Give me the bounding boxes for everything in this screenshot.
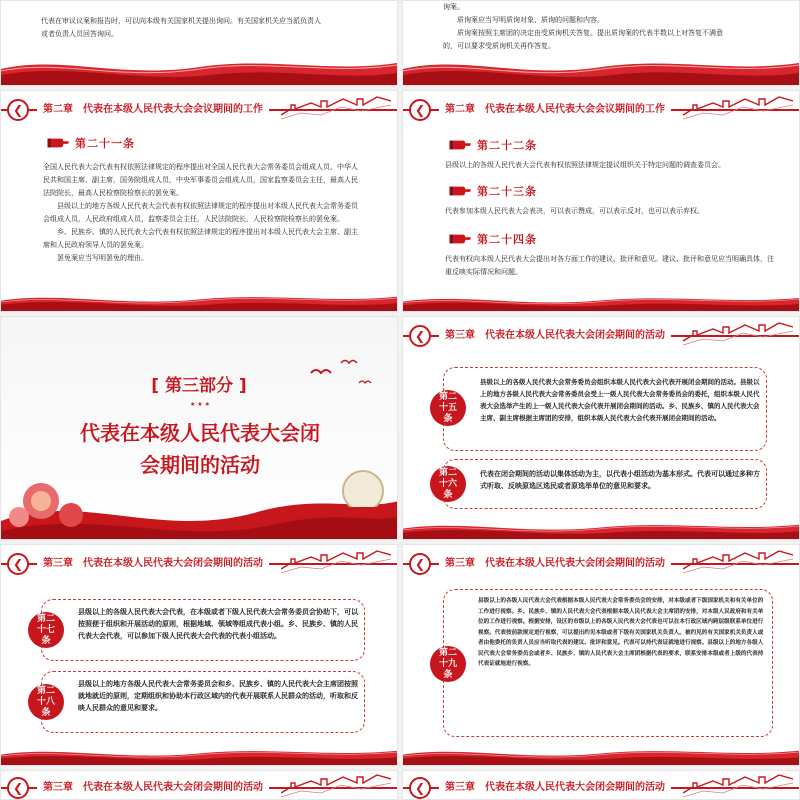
part-title-line: 会期间的活动	[140, 453, 260, 477]
slide-article-21	[0, 90, 398, 312]
badge-line: 第二	[438, 392, 457, 402]
text-line: 或者负责人员回答询问。	[41, 30, 118, 38]
article-badge	[430, 646, 466, 682]
chapter-title: 第三章 代表在本级人民代表大会闭会期间的活动	[439, 554, 671, 574]
badge-line: 第二	[438, 468, 457, 478]
red-wave-decoration	[403, 51, 799, 85]
chapter-title: 第三章 代表在本级人民代表大会闭会期间的活动	[439, 778, 671, 798]
slide-part-3-cover	[0, 316, 398, 540]
chapter-header	[403, 775, 799, 800]
chapter-title: 第三章 代表在本级人民代表大会闭会期间的活动	[37, 554, 269, 574]
great-wall-icon	[683, 91, 793, 121]
article-title: 第二十三条	[477, 185, 537, 198]
paragraph: 乡、民族乡、镇的人民代表大会代表有权依照法律规定的程序提出对本级人民代表大会主席、副主席和人民政府领导人员的罢免案。	[43, 228, 358, 249]
red-wave-decoration	[1, 289, 397, 311]
great-wall-icon	[683, 770, 793, 799]
back-arrow-icon[interactable]: ❮	[409, 325, 431, 347]
article-text: 县级以上的各级人民代表大会常务委员会组织本级人民代表大会代表开展闭会期间的活动。县级以上的地方各级人民代表大会常务委员会受上一级人民代表大会常务委员会的委托，组织本级人民代表大会选举产生的上一级人民代表大会代表开展闭会期间的活动。乡、民族乡、镇的人民代表大会主席、副主席根据主席团的安排，组织本级人民代表大会代表开展闭会期间的活动。	[480, 378, 760, 422]
article-text: 代表在闭会期间的活动以集体活动为主，以代表小组活动为基本形式。代表可以通过多种方式听取、反映原选区选民或者原选举单位的意见和要求。	[480, 470, 760, 490]
text-line: 质询案按照主席团的决定由受质询机关答复。提出质询案的代表半数以上对答复不满意	[457, 29, 723, 37]
badge-line: 十六	[438, 479, 457, 489]
back-arrow-icon[interactable]: ❮	[409, 99, 431, 121]
badge-line: 条	[443, 414, 453, 424]
badge-line: 十五	[438, 403, 457, 413]
article-card	[36, 671, 365, 733]
chapter-header	[403, 97, 799, 123]
great-wall-icon	[683, 545, 793, 575]
text-line: 代表在审议议案和报告时，可以向本级有关国家机关提出询问。有关国家机关应当派负责人	[41, 17, 321, 25]
text-line: 的，可以要求受质询机关再作答复。	[443, 42, 555, 50]
slide-bottom-left	[0, 770, 398, 800]
chapter-header	[1, 97, 397, 123]
back-arrow-icon[interactable]: ❮	[7, 777, 29, 799]
article-card	[36, 599, 365, 661]
badge-line: 第二	[36, 614, 55, 624]
article-heading	[447, 137, 537, 153]
article-body: 代表参加本级人民代表大会表决，可以表示赞成，可以表示反对，也可以表示弃权。	[445, 207, 704, 215]
back-arrow-icon[interactable]: ❮	[409, 553, 431, 575]
chapter-title: 第二章 代表在本级人民代表大会会议期间的工作	[37, 100, 269, 120]
chapter-header	[403, 551, 799, 577]
part-label: [ 第三部分 ]	[151, 376, 247, 396]
badge-line: 条	[41, 708, 51, 718]
article-text: 县级以上的地方各级人民代表大会常务委员会和乡、民族乡、镇的人民代表大会主席团按照就地就近的原则，定期组织和协助本行政区域内的代表开展联系人民群众的活动，听取和反映人民群众的意见和要求。	[78, 680, 358, 712]
article-card	[438, 459, 767, 509]
part-title-line: 代表在本级人民代表大会闭	[80, 421, 320, 445]
back-arrow-icon[interactable]: ❮	[7, 553, 29, 575]
badge-line: 十七	[36, 625, 55, 635]
slide-top-right	[402, 0, 800, 86]
badge-line: 条	[443, 490, 453, 500]
pointing-hand-icon	[447, 232, 473, 246]
slide-articles-25-26	[402, 316, 800, 540]
article-body: 代表有权向本级人民代表大会提出对各方面工作的建议、批评和意见。建议、批评和意见应当明确具体，注重反映实际情况和问题。	[445, 255, 774, 276]
slide-bottom-right	[402, 770, 800, 800]
red-wave-decoration	[403, 517, 799, 539]
chapter-header	[1, 775, 397, 800]
slide-top-left	[0, 0, 398, 86]
stars-decoration: ★ ★ ★	[190, 401, 210, 408]
article-title: 第二十二条	[477, 139, 537, 152]
great-wall-icon	[281, 770, 391, 799]
text-line: 询案。	[443, 3, 464, 11]
chapter-header	[1, 551, 397, 577]
slide-article-29	[402, 544, 800, 766]
article-badge	[28, 612, 64, 648]
peony-ribbon-decoration	[1, 451, 398, 540]
article-title: 第二十四条	[477, 233, 537, 246]
great-wall-icon	[281, 545, 391, 575]
back-arrow-icon[interactable]: ❮	[409, 777, 431, 799]
text-line: 质询案应当写明质询对象、质询的问题和内容。	[457, 16, 604, 24]
badge-line: 十八	[36, 697, 55, 707]
chapter-title: 第二章 代表在本级人民代表大会会议期间的工作	[439, 100, 671, 120]
badge-line: 十九	[438, 659, 457, 669]
back-arrow-icon[interactable]: ❮	[7, 99, 29, 121]
slide-text	[41, 15, 371, 41]
pointing-hand-icon	[447, 138, 473, 152]
article-badge	[430, 466, 466, 502]
chapter-title: 第三章 代表在本级人民代表大会闭会期间的活动	[37, 778, 269, 798]
paragraph: 罢免案应当写明罢免的理由。	[57, 254, 148, 262]
article-card	[438, 589, 773, 737]
great-wall-icon	[281, 91, 391, 121]
slide-text	[443, 1, 773, 53]
slide-articles-22-24	[402, 90, 800, 312]
badge-line: 条	[41, 636, 51, 646]
article-text: 县级以上的各级人民代表大会代表根据本级人民代表大会常务委员会的安排，对本级或者下级国家机关和有关单位的工作进行视察。乡、民族乡、镇的人民代表大会代表根据本级人民代表大会主席团的安排，对本级人民政府和有关单位的工作进行视察。根据安排，设区的市级以上的各级人民代表大会代表也可以在本行政区域内跨层级联系单位进行视察。代表按前款规定进行视察，可以提出约见本级或者下级有关国家机关负责人。被约见的有关国家机关负责人或者由他委托的负责人员应当听取代表的建议、批评和意见。代表可以持代表证就地进行视察。县级以上的地方各级人民代表大会常务委员会或者乡、民族乡、镇的人民代表大会主席团根据代表的要求，联系安排本级或者上级的代表持代表证就地进行视察。	[478, 598, 764, 667]
red-wave-decoration	[1, 51, 397, 85]
article-title: 第二十一条	[75, 137, 135, 150]
article-badge	[28, 684, 64, 720]
article-badge	[430, 390, 466, 426]
chapter-title: 第三章 代表在本级人民代表大会闭会期间的活动	[439, 326, 671, 346]
badge-line: 条	[443, 670, 453, 680]
paragraph: 全国人民代表大会代表有权依照法律规定的程序提出对全国人民代表大会常务委员会组成人员，中华人民共和国主席、副主席，国务院组成人员，中央军事委员会组成人员，国家监察委员会主任，最高人民法院院长，最高人民检察院检察长的罢免案。	[43, 163, 358, 197]
article-heading	[447, 231, 537, 247]
great-wall-icon	[683, 317, 793, 347]
article-body: 县级以上的各级人民代表大会代表有权依照法律规定提议组织关于特定问题的调查委员会。	[445, 161, 725, 169]
paragraph: 县级以上的地方各级人民代表大会代表有权依照法律规定的程序提出对本级人民代表大会常务委员会组成人员，人民政府组成人员，监察委员会主任，人民法院院长，人民检察院检察长的罢免案。	[43, 202, 358, 223]
chapter-header	[403, 323, 799, 349]
slide-articles-27-28	[0, 544, 398, 766]
badge-line: 第二	[36, 686, 55, 696]
article-heading	[45, 135, 135, 151]
article-card	[438, 367, 767, 451]
red-wave-decoration	[403, 743, 799, 765]
article-text: 县级以上的各级人民代表大会代表，在本级或者下级人民代表大会常务委员会协助下，可以按照便于组织和开展活动的原则，根据地域、领域等组成代表小组。乡、民族乡、镇的人民代表大会代表，可以参加下级人民代表大会代表的代表小组活动。	[78, 608, 358, 640]
red-wave-decoration	[403, 291, 799, 311]
red-wave-decoration	[1, 743, 397, 765]
article-heading	[447, 183, 537, 199]
pointing-hand-icon	[45, 136, 71, 150]
article-body	[43, 161, 363, 265]
badge-line: 第二	[438, 648, 457, 658]
pointing-hand-icon	[447, 184, 473, 198]
